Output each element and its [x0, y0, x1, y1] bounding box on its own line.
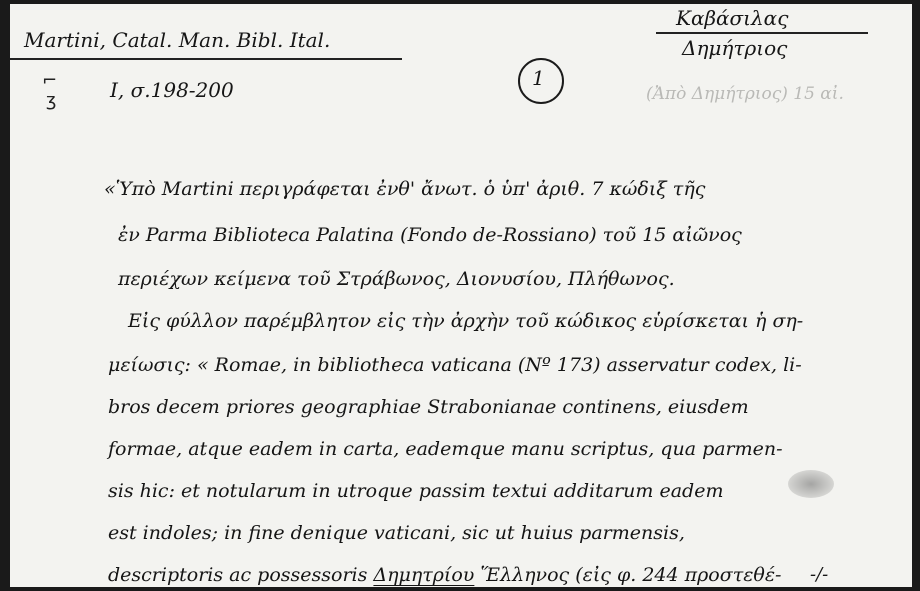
source-reference: Martini, Catal. Man. Bibl. Ital.: [24, 28, 331, 52]
body-line-6: bros decem priores geographiae Strabonianae continens, eiusdem: [108, 396, 749, 418]
card-number: 1: [532, 66, 545, 90]
name-rule: [656, 32, 868, 34]
library-stamp: [788, 470, 834, 498]
continuation-mark: -/-: [810, 564, 829, 585]
body-line-7: formae, atque eadem in carta, eademque manu scriptus, qua parmen-: [108, 438, 783, 460]
body-line-3: περιέχων κείμενα τοῦ Στράβωνος, Διονυσίου, Πλήθωνος.: [118, 268, 675, 290]
faded-note: (Ἀπὸ Δημήτριος) 15 αἰ.: [646, 84, 844, 104]
underlined-name: Δημητρίου: [373, 564, 475, 586]
body-line-4: Εἰς φύλλον παρέμβλητον εἰς τὴν ἀρχὴν τοῦ κώδικος εὑρίσκεται ἡ ση-: [128, 310, 804, 332]
last-line-after: Ἕλληνος (εἰς φ. 244 προστεθέ-: [480, 564, 782, 586]
surname-heading: Καβάσιλας: [676, 6, 789, 30]
body-line-10: [108, 564, 781, 586]
catalog-card: [10, 4, 912, 587]
header-rule: [10, 58, 402, 60]
last-line-before: descriptoris ac possessoris: [108, 564, 368, 586]
body-line-8: sis hic: et notularum in utroque passim textui additarum eadem: [108, 480, 724, 502]
body-line-2: ἐν Parma Biblioteca Palatina (Fondo de-Rossiano) τοῦ 15 αἰῶνος: [118, 224, 742, 246]
body-line-1: «Ὑπὸ Martini περιγράφεται ἐνθ' ἄνωτ. ὁ ὑπ' ἀριθ. 7 κώδιξ τῆς: [104, 178, 706, 200]
card-body: [104, 178, 904, 568]
margin-mark-bottom: ʒ: [46, 90, 57, 111]
forename-heading: Δημήτριος: [682, 36, 788, 60]
body-line-5: μείωσις: « Romae, in bibliotheca vaticana (Nº 173) asservatur codex, li-: [108, 354, 802, 376]
margin-mark-top: ⌐: [42, 70, 58, 91]
body-line-9: est indoles; in fine denique vaticani, sic ut huius parmensis,: [108, 522, 685, 544]
volume-reference: I, σ.198-200: [110, 78, 234, 102]
